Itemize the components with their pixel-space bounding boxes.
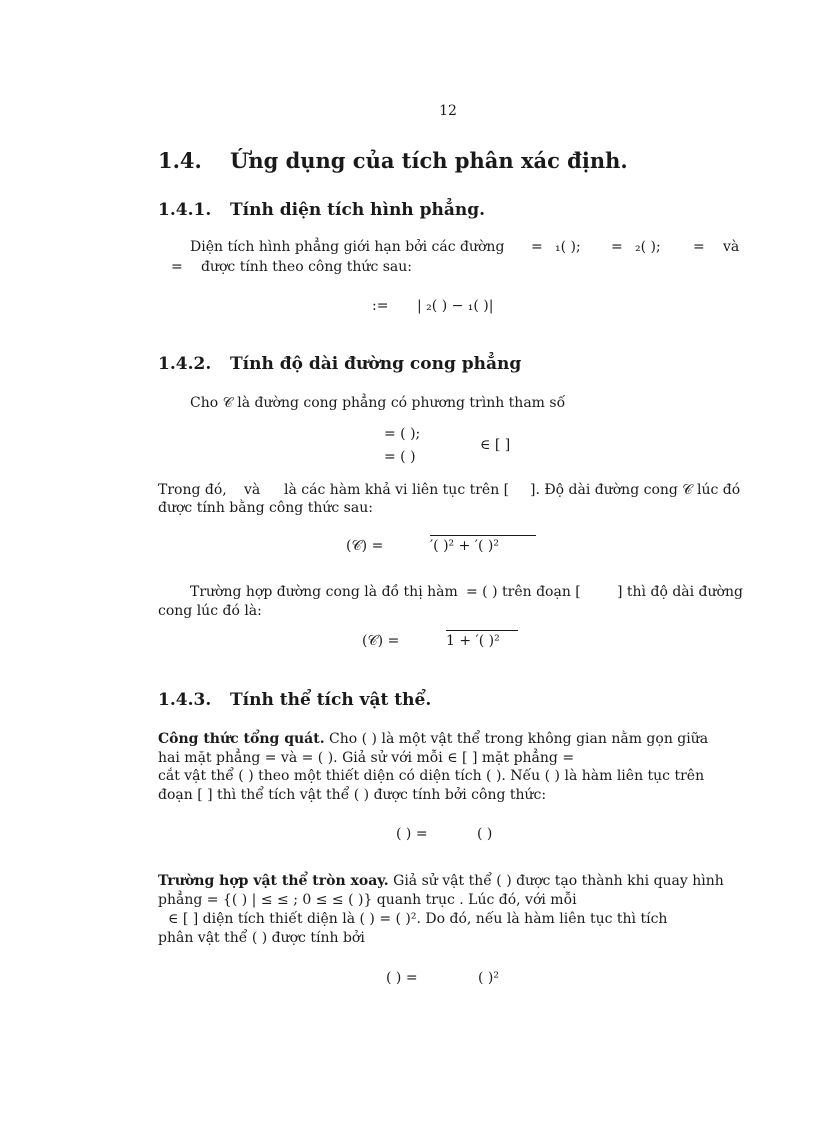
- equation-lhs: ( ) =: [386, 970, 418, 986]
- math-fragment: =: [611, 239, 623, 255]
- math-fragment: =: [693, 239, 705, 255]
- math-fragment: =: [171, 259, 183, 275]
- system-eq-1: = ( );: [384, 426, 421, 442]
- subsection-heading-1: [158, 200, 485, 220]
- system-eq-2: = ( ): [384, 449, 416, 465]
- equation-lhs: (𝒞) =: [362, 633, 400, 649]
- text-line: ]. Độ dài đường cong 𝒞 lúc đó: [530, 482, 741, 498]
- text-line: là các hàm khả vi liên tục trên [: [284, 482, 510, 498]
- text-fragment: Giả sử vật thể ( ) được tạo thành khi quay hình: [393, 873, 724, 889]
- text-line: đoạn [ ] thì thể tích vật thể ( ) được tính bởi công thức:: [158, 787, 547, 803]
- text-line: Trường hợp đường cong là đồ thị hàm: [190, 584, 458, 600]
- text-line: phân vật thể ( ) được tính bởi: [158, 930, 365, 946]
- page-number: 12: [439, 103, 457, 119]
- text-line: [158, 731, 708, 747]
- text-line: ] thì độ dài đường: [617, 584, 743, 600]
- equation-lhs: ( ) =: [396, 826, 428, 842]
- paragraph-lead: Công thức tổng quát.: [158, 731, 325, 747]
- text-line: được tính theo công thức sau:: [201, 259, 413, 275]
- equation-lhs: :=: [372, 298, 389, 314]
- radical: 1 + ′( )²: [446, 630, 518, 649]
- text-line: hai mặt phẳng = và = ( ). Giả sử với mỗi ∈ [ ] mặt phẳng =: [158, 750, 575, 766]
- subsection-number: 1.4.2.: [158, 354, 212, 374]
- equation-rhs: ( ): [477, 826, 493, 842]
- equation-lhs: (𝒞) =: [346, 538, 384, 554]
- paragraph-lead: Trường hợp vật thể tròn xoay.: [158, 873, 389, 889]
- text-line: Cho 𝒞 là đường cong phẳng có phương trình tham số: [190, 395, 566, 411]
- text-line: được tính bằng công thức sau:: [158, 500, 373, 516]
- text-line: Diện tích hình phẳng giới hạn bởi các đường: [190, 239, 505, 255]
- text-line: cong lúc đó là:: [158, 603, 262, 619]
- subsection-heading-2: [158, 354, 521, 374]
- section-title: Ứng dụng của tích phân xác định.: [230, 148, 628, 173]
- section-heading: [158, 148, 628, 173]
- subsection-title: Tính độ dài đường cong phẳng: [230, 354, 522, 374]
- text-line: và: [244, 482, 261, 498]
- math-fragment: =: [531, 239, 543, 255]
- section-number: 1.4.: [158, 148, 202, 173]
- subsection-number: 1.4.1.: [158, 200, 212, 220]
- subsection-title: Tính thể tích vật thể.: [230, 690, 432, 710]
- radical: ′( )² + ′( )²: [430, 535, 536, 554]
- text-line: ∈ [ ] diện tích thiết diện là ( ) = ( )². Do đó, nếu là hàm liên tục thì tích: [168, 911, 668, 927]
- equation-rhs: | ₂( ) − ₁( )|: [417, 298, 494, 314]
- math-fragment: ₂( );: [635, 239, 661, 255]
- text-fragment: Cho ( ) là một vật thể trong không gian nằm gọn giữa: [329, 731, 709, 747]
- text-line: cắt vật thể ( ) theo một thiết diện có diện tích ( ). Nếu ( ) là hàm liên tục trên: [158, 768, 705, 784]
- text-line: [158, 873, 724, 889]
- text-line: Trong đó,: [158, 482, 227, 498]
- equation-rhs: ( )²: [478, 970, 499, 986]
- subsection-heading-3: [158, 690, 431, 710]
- text-line: = ( ) trên đoạn [: [466, 584, 581, 600]
- system-condition: ∈ [ ]: [480, 437, 511, 453]
- subsection-number: 1.4.3.: [158, 690, 212, 710]
- text-line: phẳng = {( ) | ≤ ≤ ; 0 ≤ ≤ ( )} quanh trục . Lúc đó, với mỗi: [158, 892, 577, 908]
- subsection-title: Tính diện tích hình phẳng.: [230, 200, 486, 220]
- math-fragment: ₁( );: [555, 239, 581, 255]
- math-fragment: và: [723, 239, 740, 255]
